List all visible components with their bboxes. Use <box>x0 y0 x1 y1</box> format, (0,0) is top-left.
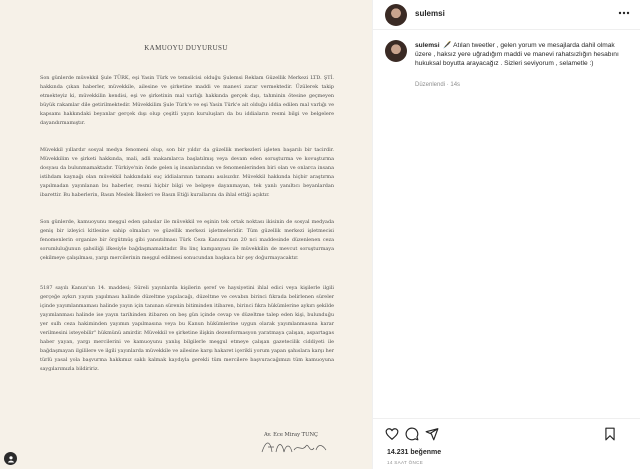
share-icon[interactable] <box>425 427 439 441</box>
profile-avatar[interactable] <box>385 4 407 26</box>
caption-avatar[interactable] <box>385 40 407 62</box>
heart-icon[interactable] <box>385 427 399 441</box>
caption-edited-time: Düzenlendi · 14s <box>415 82 461 88</box>
document-paragraph-4: 5187 sayılı Kanun'un 14. maddesi; Süreli yayınlarda kişilerin şeref ve haysiyetini ihlal edici veya kişilerle ilgili gerçeğe aykırı yayım yapılması halinde düzeltme yapılacağı, düzeltme ve cevabın birinci fıkrada belirlenen süreler içinde yayımlanmaması halinde yayın için tanınan sürenin bitiminden itibaren, birinci fıkra hükümlerine aykırı şekilde yayımlanması halinde ise yayın tarihinden itibaren on beş gün içinde cevap ve düzeltme talep eden kişi, bulunduğu yer sulh ceza hakiminden yayımın yapılmasına veya bu Kanun hükümlerine uygun olarak yayımlanmasına karar verilmesini isteyebilir" hükmünü amirdir. Müvekkil ve şirketine ilişkin dezenformasyon yaratmaya çalışan, aspartagas haber yayan, yargı mercilerini ve kamuoyunu yanlış bilgilerle meşgul etmeye çalışan gazetecilik ciddiyeti ile bağdaşmayan ilgililere ve ilgili yayınlarda müvekkile ve ailesine karşı hakaret içerikli yorum yapan şahıslara karşı her türlü yasal yola başvurma hakkımız saklı kalmak kaydıyla gerekli tüm mercilere başvuracağımızı tüm kamuoyuna saygılarımızla bildiririz. <box>40 285 334 373</box>
document-title: KAMUOYU DUYURUSU <box>144 44 228 52</box>
document-paragraph-3: Son günlerde, kamuoyunu meşgul eden şahıslar ile müvekkil ve eşinin tek ortak noktası ikisinin de sosyal medyada geniş bir izleyici kitlesine sahip olmaları ve güzellik merkezi işletmeleridir. Tüm güzellik merkezi işletmecisi fenomenlerin organize bir örgütmüş gibi yansıtılması Türk Ceza Kanunu'nun 20 nci maddesinde düzenlenen ceza sorumluluğunun şahsiliği ilkesiyle bağdaşmamaktadır. Bu linç kampanyası ile müvekkilin de mevcut soruşturmaya çekilmeye çalışılması, yargı mercilerinin meşgul edilmesi sonucundan başkaca bir şey doğurmayacaktır. <box>40 219 334 262</box>
comment-icon[interactable] <box>405 427 419 441</box>
header-username-link[interactable]: sulemsi <box>415 9 445 18</box>
likes-number: 14.231 <box>387 449 409 456</box>
handwritten-signature <box>260 438 330 456</box>
caption-text: 🖋️ Atılan tweetler , gelen yorum ve mesajlarda dahil olmak üzere , haksız yere uğradığım maddi ve manevi rahatsızlığın hesabını hukuksal boyutta arayacağız . Sizleri seviyorum , selametle :) <box>415 42 619 68</box>
caption-username-link[interactable]: sulemsi <box>415 42 440 49</box>
user-icon <box>7 455 15 463</box>
account-avatar[interactable] <box>4 452 17 465</box>
likes-label: beğenme <box>410 449 442 456</box>
document-paragraph-1: Son günlerde müvekkil Şule TÜRK, eşi Yasin Türk ve temsilcisi olduğu Şulemsi Reklam Güzellik Merkezi LTD. ŞTİ. hakkında çıkan haberler, müvekkile, ailesine ve şirketine maddi ve manevi zarar vermektedir. Üzülerek takip etmekteyiz ki, müvekkilin kendisi, eşi ve şirketinin mal varlığı hakkında gerçek dışı, tahminin ötesine geçmeyen büyük rakamlar dile getirilmektedir. Müvekkilim Şule Türk'e ve eşi Yasin Türk'e ait olduğu iddia edilen mal varlığı ve kapsamı hakkındaki beyanlar gerçek dışı olup çeşitli yayın kuruluşları da bu iddiaların resmi bilgi ve belgelere dayandırmamıştır. <box>40 75 334 127</box>
more-horizontal-icon[interactable] <box>617 6 631 20</box>
post-caption <box>415 41 627 69</box>
likes-count[interactable] <box>387 449 441 456</box>
post-actions-bar <box>373 418 640 469</box>
post-timestamp[interactable]: 14 SAAT ÖNCE <box>387 460 424 465</box>
post-sidebar <box>372 0 640 469</box>
document-paragraph-2: Müvekkil yıllardır sosyal medya fenomeni olup, son bir yıldır da güzellik merkezleri işleten başarılı bir tacirdir. Müvekkilim ve şirketi hakkında, mali, adli makamlarca başlatılmış veya devam eden soruşturma ve kovuşturma dosyası da bulunmamaktadır. Türkiye'nin önde gelen iş insanlarından ve fenomenlerinden biri olan ve onlarca insana istihdam kaynağı olan müvekkil hakkındaki suç iddialarının tamamı asılsızdır. Müvekkil hakkında hiçbir araştırma yapılmadan yayınlanan bu haberler, resmi hiçbir bilgi ve belgeye dayanmayan, tek yanlı yanıltıcı beyanlardan ibarettir. Bu haberlerin, Basın Meslek İlkeleri ve Basın Etiği kurallarını da ihlal ettiği açıktır. <box>40 147 334 199</box>
bookmark-icon[interactable] <box>603 427 617 441</box>
post-header <box>373 0 640 30</box>
document-signatory-name: Av. Ece Miray TUNÇ <box>264 432 319 438</box>
